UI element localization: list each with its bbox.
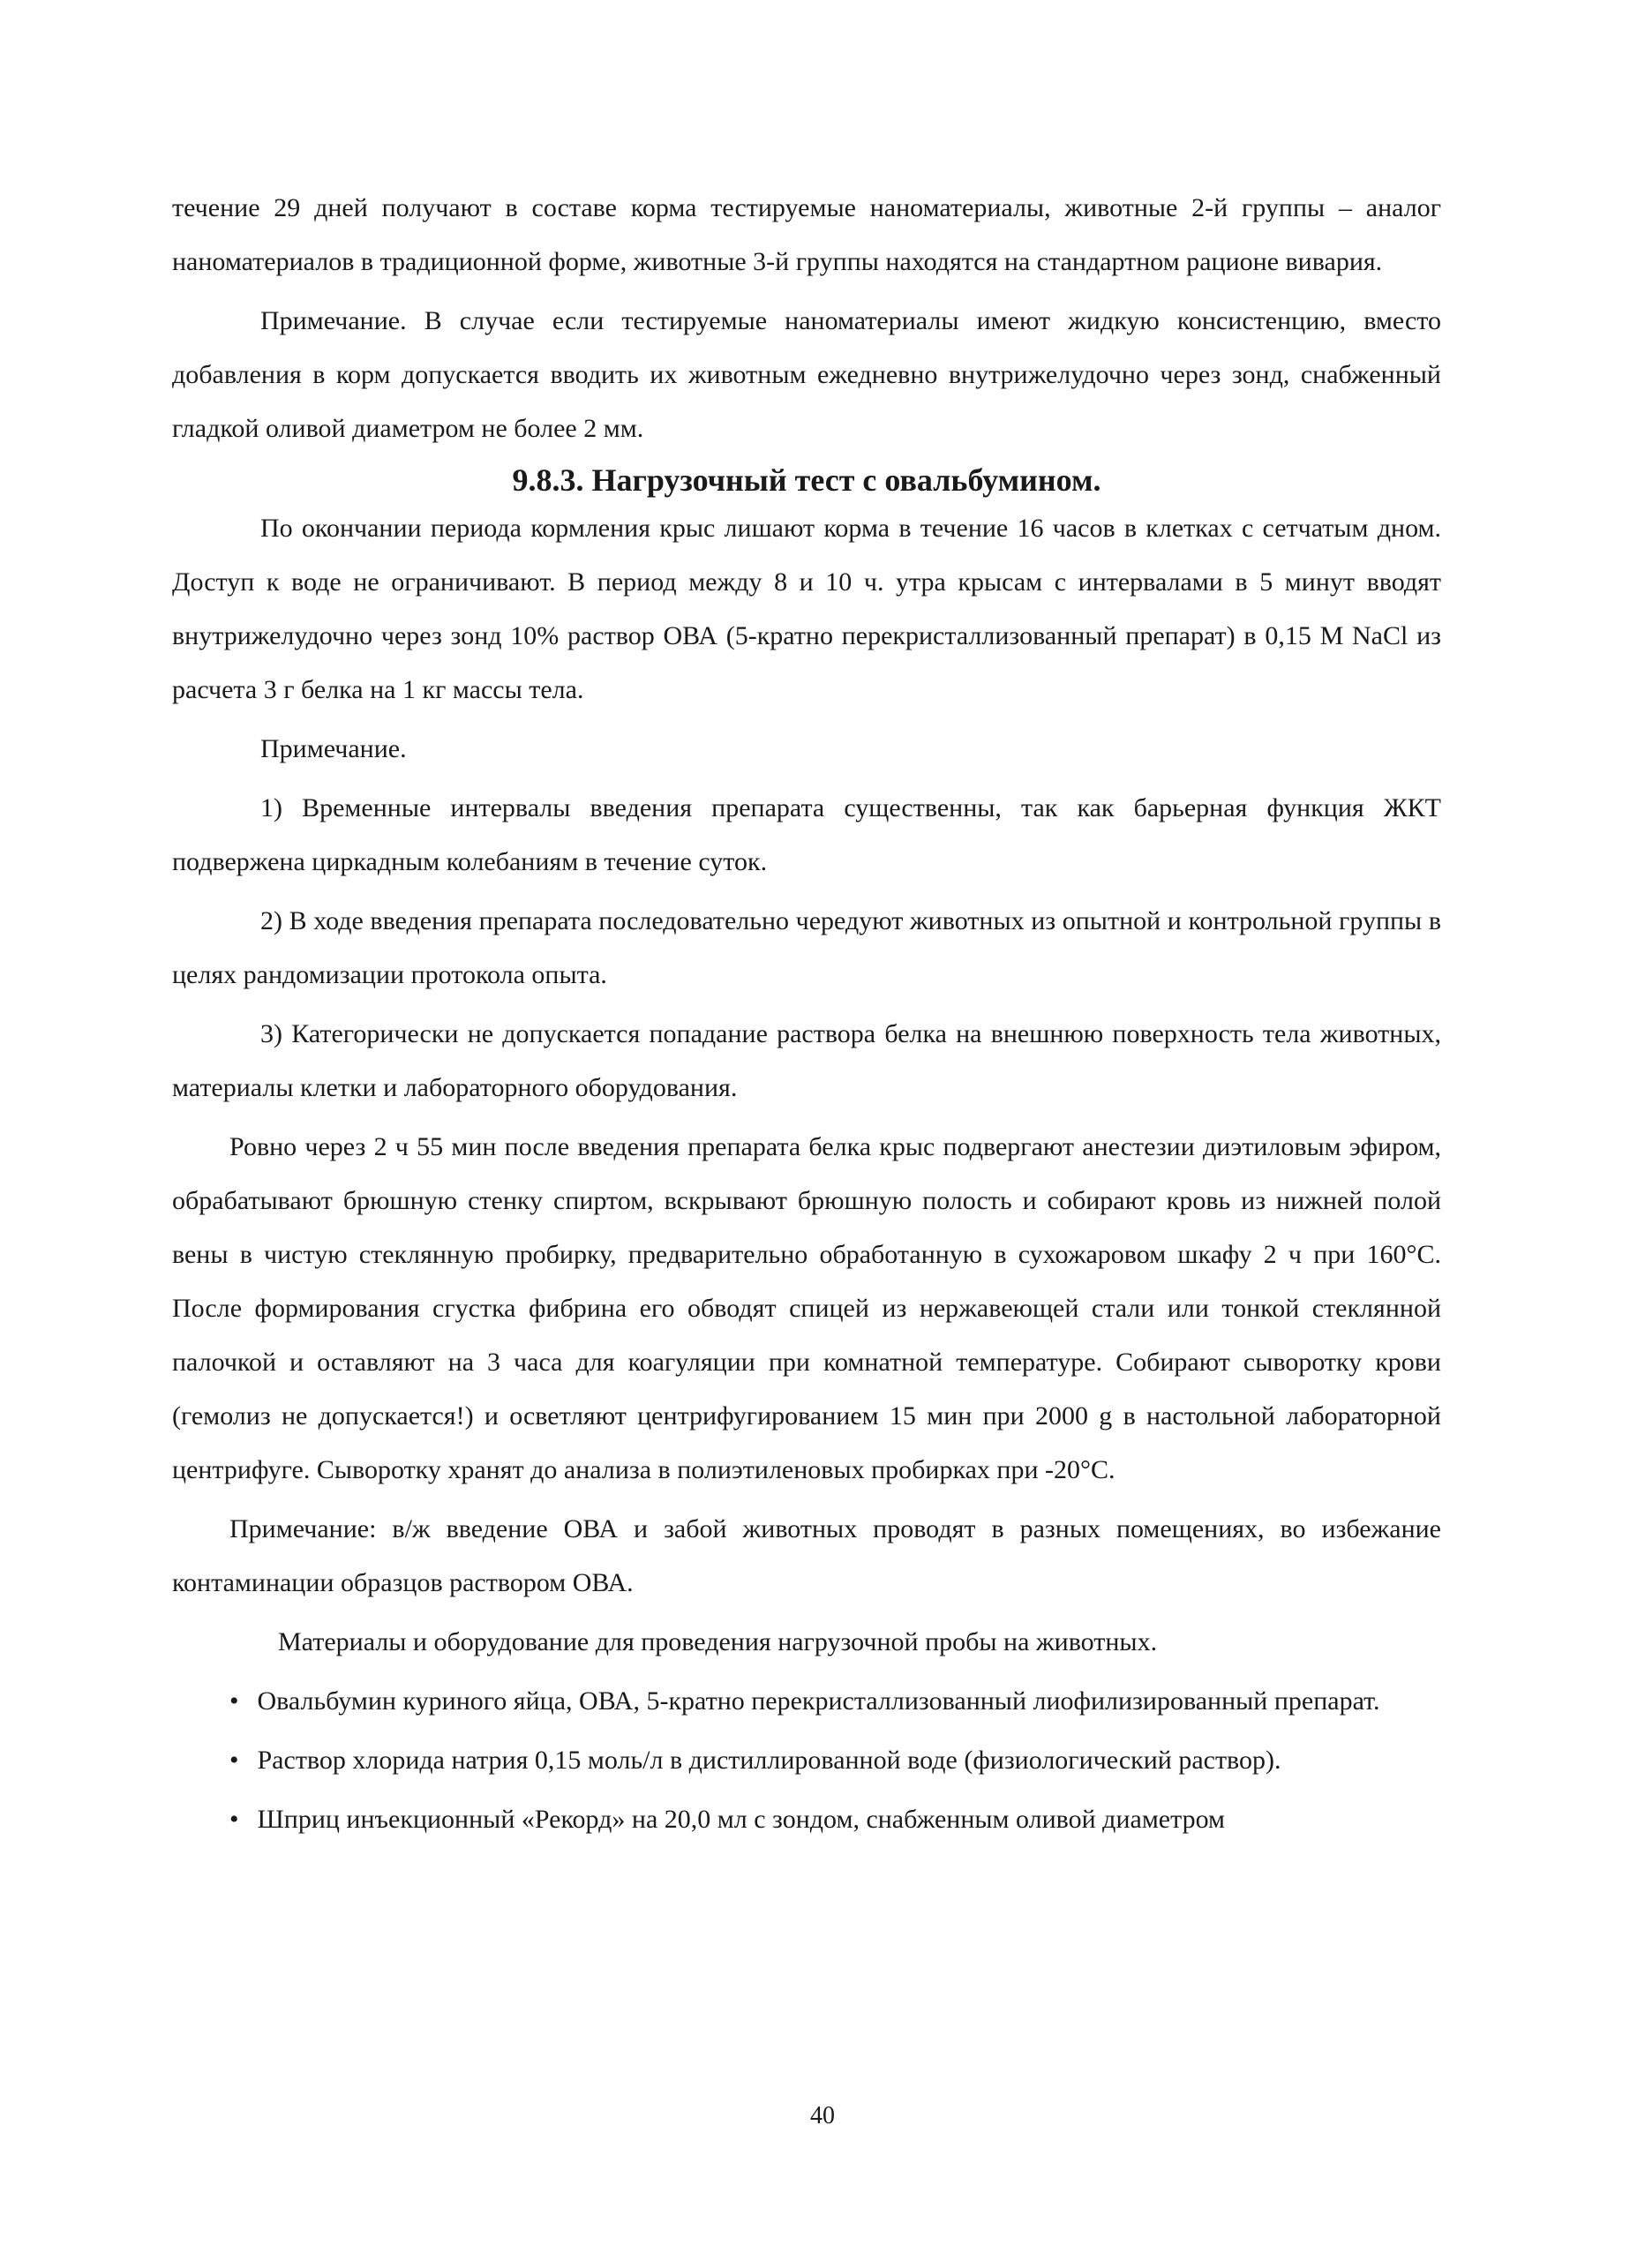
list-item-text: Шприц инъекционный «Рекорд» на 20,0 мл с зондом, снабженным оливой диаметром [257,1805,1226,1834]
materials-title: Материалы и оборудование для проведения нагрузочной пробы на животных. [278,1627,1158,1656]
list-item-text: Раствор хлорида натрия 0,15 моль/л в дистиллированной воде (физиологический раствор). [257,1746,1281,1775]
bullet-icon: • [229,1686,239,1716]
document-page [172,181,1441,1846]
note-item-2: 2) В ходе введения препарата последовательно чередуют животных из опытной и контрольной группы в целях рандомизации протокола опыта. [172,906,1441,989]
note-item-1: 1) Временные интервалы введения препарата существенны, так как барьерная функция ЖКТ подвержена циркадным колебаниям в течение суток. [172,793,1441,876]
paragraph-note-rooms: Примечание: в/ж введение ОВА и забой животных проводят в разных помещениях, во избежание контаминации образцов раствором ОВА. [172,1514,1441,1597]
note-label: Примечание. [260,734,407,763]
list-item [172,1674,1441,1728]
list-item [172,1792,1441,1846]
bullet-icon: • [229,1746,239,1775]
bullet-icon: • [229,1805,239,1834]
list-item-text: Овальбумин куриного яйца, ОВА, 5-кратно перекристаллизованный лиофилизированный препарат. [257,1686,1380,1716]
page-number: 40 [810,2102,835,2129]
list-item [172,1733,1441,1787]
paragraph-feeding-period: По окончании периода кормления крыс лишают корма в течение 16 часов в клетках с сетчатым дном. Доступ к воде не ограничивают. В период между 8 и 10 ч. утра крысам с интервалами в 5 минут вводят внутрижелудочно через зонд 10% раствор ОВА (5-кратно перекристаллизованный препарат) в 0,15 М NaCl из расчета 3 г белка на 1 кг массы тела. [172,514,1441,704]
paragraph-blood-collection: Ровно через 2 ч 55 мин после введения препарата белка крыс подвергают анестезии диэтиловым эфиром, обрабатывают брюшную стенку спиртом, вскрывают брюшную полость и собирают кровь из нижней полой вены в чистую стеклянную пробирку, предварительно обработанную в сухожаровом шкафу 2 ч при 160°С. После формирования сгустка фибрина его обводят спицей из нержавеющей стали или тонкой стеклянной палочкой и оставляют на 3 часа для коагуляции при комнатной температуре. Собирают сыворотку крови (гемолиз не допускается!) и осветляют центрифугированием 15 мин при 2000 g в настольной лабораторной центрифуге. Сыворотку хранят до анализа в полиэтиленовых пробирках при -20°С. [172,1132,1441,1484]
paragraph-groups-description: течение 29 дней получают в составе корма тестируемые наноматериалы, животные 2-й группы – аналог наноматериалов в традиционной форме, животные 3-й группы находятся на стандартном рационе вивария. [172,193,1441,276]
paragraph-note-liquid: Примечание. В случае если тестируемые наноматериалы имеют жидкую консистенцию, вместо добавления в корм допускается вводить их животным ежедневно внутрижелудочно через зонд, снабженный гладкой оливой диаметром не более 2 мм. [172,306,1441,443]
note-item-3: 3) Категорически не допускается попадание раствора белка на внешнюю поверхность тела животных, материалы клетки и лабораторного оборудования. [172,1019,1441,1102]
section-heading: 9.8.3. Нагрузочный тест с овальбумином. [512,462,1101,498]
